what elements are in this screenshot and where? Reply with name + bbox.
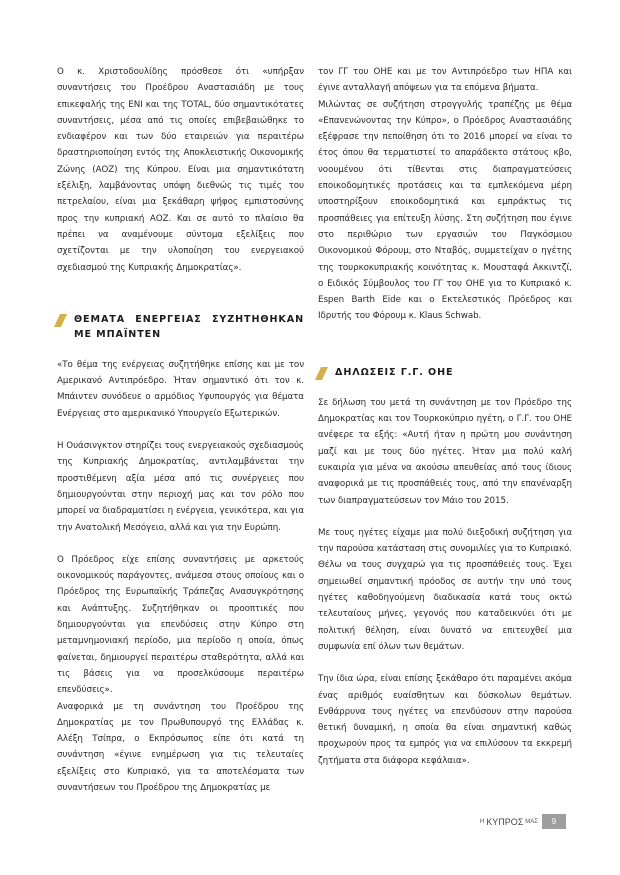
right-column <box>318 64 572 769</box>
paragraph: Ο κ. Χριστοδουλίδης πρόσθεσε ότι «υπήρξαν συναντήσεις του Προέδρου Αναστασιάδη με τους επικεφαλής της ENI και της TOTAL, δύο σημαντικότατες συναντήσεις, μέσα από τις οποίες επιβεβαιώθηκε το ενδιαφέρον και των δύο εταιρειών για περαιτέρω δραστηριοποίηση εντός της Αποκλειστικής Οικονομικής Ζώνης (ΑΟΖ) της Κύπρου. Είναι μια σημαντικότατη εξέλιξη, λαμβάνοντας υπόψη διεθνώς τις τιμές του πετρελαίου, είναι μια ξεκάθαρη ψήφος εμπιστοσύνης προς την κυπριακή ΑΟΖ. Και σε αυτό το πλαίσιο θα πρέπει να αναμένουμε σύντομα εξελίξεις που σχετίζονται με την υλοποίηση του ενεργειακού σχεδιασμού της Κυπριακής Δημοκρατίας». <box>57 67 304 273</box>
left-column <box>57 64 304 796</box>
section-heading-energy <box>57 312 304 342</box>
footer-suffix: ΜΑΣ <box>525 818 538 825</box>
paragraph: Αναφορικά με τη συνάντηση του Προέδρου της Δημοκρατίας με τον Πρωθυπουργό της Ελλάδας κ. Αλέξη Τσίπρα, ο Εκπρόσωπος είπε ότι κατά τη συνάντηση «έγινε ενημέρωση για τις τελευταίες εξελίξεις στο Κυπριακό, για τα αποτελέσματα των συναντήσεων του Προέδρου της Δημοκρατίας με <box>57 701 304 793</box>
paragraph: τον ΓΓ του ΟΗΕ και με τον Αντιπρόεδρο των ΗΠΑ και έγινε ανταλλαγή απόψεων για τα επόμενα βήματα. <box>318 67 572 94</box>
paragraph: «Το θέμα της ενέργειας συζητήθηκε επίσης και με τον Αμερικανό Αντιπρόεδρο. Ήταν σημαντικό ότι τον κ. Μπάιντεν συνόδευε ο αρμόδιος Υφυπουργός για θέματα Ενέργειας στο αμερικανικό Υπουργείο Εξωτερικών. <box>57 359 304 419</box>
section-heading-text: ΔΗΛΩΣΕΙΣ Γ.Γ. ΟΗΕ <box>335 366 454 378</box>
paragraph: Η Ουάσινγκτον στηρίζει τους ενεργειακούς σχεδιασμούς της Κυπριακής Δημοκρατίας, αντιλαμβάνεται την προστιθέμενη αξία μέσα από τις συνέργειες που δημιουργούνται στην περιοχή μας και τον ρόλο που μπορεί να διαδραματίσει η ενέργεια, γενικότερα, και για την Ανατολική Μεσόγειο, αλλά και για την Ευρώπη. <box>57 441 304 533</box>
heading-accent-bar-icon <box>54 314 67 327</box>
paragraph: Μιλώντας σε συζήτηση στρογγυλής τραπέζης με θέμα «Επανενώνοντας την Κύπρο», ο Πρόεδρος Αναστασιάδης εξέφρασε την πεποίθηση ότι το 2016 μπορεί να είναι το έτος όπου θα τερματιστεί το απαράδεκτο στάτους κβο, νοουμένου ότι τίθενται στις διαπραγματεύσεις εποικοδομητικές προτάσεις και τα εμπλεκόμενα μέρη υποστηρίξουν εποικοδομητικά και εμπράκτως τις προσπάθειες για επίτευξη λύσης. Στη συζήτηση που έγινε στο περιθώριο των εργασιών του Παγκόσμιου Οικονομικού Φόρουμ, στο Νταβός, συμμετείχαν ο ηγέτης της τουρκοκυπριακής κοινότητας κ. Μουσταφά Ακκιντζί, ο Ειδικός Σύμβουλος του ΓΓ του ΟΗΕ για το Κυπριακό κ. Espen Barth Eide και ο Εκτελεστικός Πρόεδρος και Ιδρυτής του Φόρουμ κ. Klaus Schwab. <box>318 99 572 322</box>
footer-brand: ΚΥΠΡΟΣ <box>486 816 524 827</box>
page-footer <box>0 814 566 829</box>
section-heading-un-statements <box>318 365 572 380</box>
paragraph: Σε δήλωση του μετά τη συνάντηση με τον Πρόεδρο της Δημοκρατίας και τον Τουρκοκύπριο ηγέτη, ο Γ.Γ. του ΟΗΕ ανέφερε τα εξής: «Αυτή ήταν η πρώτη μου συνάντηση μαζί και με τους δύο ηγέτες. Ήταν μια πολύ καλή ευκαιρία για μένα να ακούσω απευθείας από τους ίδιους αναφορικά με τις προσπάθειές τους, από την επανέναρξη των διαπραγματεύσεων τον Μάιο του 2015. <box>318 397 572 506</box>
paragraph: Με τους ηγέτες είχαμε μια πολύ διεξοδική συζήτηση για την παρούσα κατάσταση στις συνομιλίες για το Κυπριακό. Θέλω να τους συγχαρώ για τις προσπάθειές τους. Έχει σημειωθεί σημαντική πρόοδος σε αυτήν την υπό τους ηγέτες καθοδηγούμενη διαδικασία κατά τους οκτώ τελευταίους μήνες, γεγονός που καταδεικνύει ότι με πολιτική θέληση, είναι δυνατό να επιτευχθεί μια συμφωνία επί όλων των θεμάτων. <box>318 527 572 652</box>
heading-accent-bar-icon <box>315 367 328 380</box>
page-number: 9 <box>542 814 566 829</box>
paragraph: Ο Πρόεδρος είχε επίσης συναντήσεις με αρκετούς οικονομικούς παράγοντες, ανάμεσα στους οποίους και ο Πρόεδρος της Ευρωπαϊκής Τράπεζας Ανασυγκρότησης και Ανάπτυξης. Συζητήθηκαν οι προοπτικές που δημιουργούνται για επενδύσεις στην Κύπρο στη μεταμνημονιακή περίοδο, μια περίοδο η οποία, όπως φαίνεται, δημιουργεί περαιτέρω σταθερότητα, αλλά και τις βάσεις για να προσελκύσουμε περαιτέρω επενδύσεις». <box>57 554 304 696</box>
footer-prefix: Η <box>479 818 485 825</box>
paragraph: Την ίδια ώρα, είναι επίσης ξεκάθαρο ότι παραμένει ακόμα ένας αριθμός ευαίσθητων και δύσκολων θεμάτων. Ενθάρρυνα τους ηγέτες να επενδύσουν στην παρούσα θετική δυναμική, η οποία θα είναι σημαντική καθώς προχωρούν προς τα εμπρός για να επιλύσουν τα εκκρεμή ζητήματα στα διάφορα κεφάλαια». <box>318 674 572 766</box>
section-heading-text: ΘΕΜΑΤΑ ΕΝΕΡΓΕΙΑΣ ΣΥΖΗΤΗΘΗΚΑΝ ΜΕ ΜΠΑΪΝΤΕΝ <box>74 313 304 340</box>
